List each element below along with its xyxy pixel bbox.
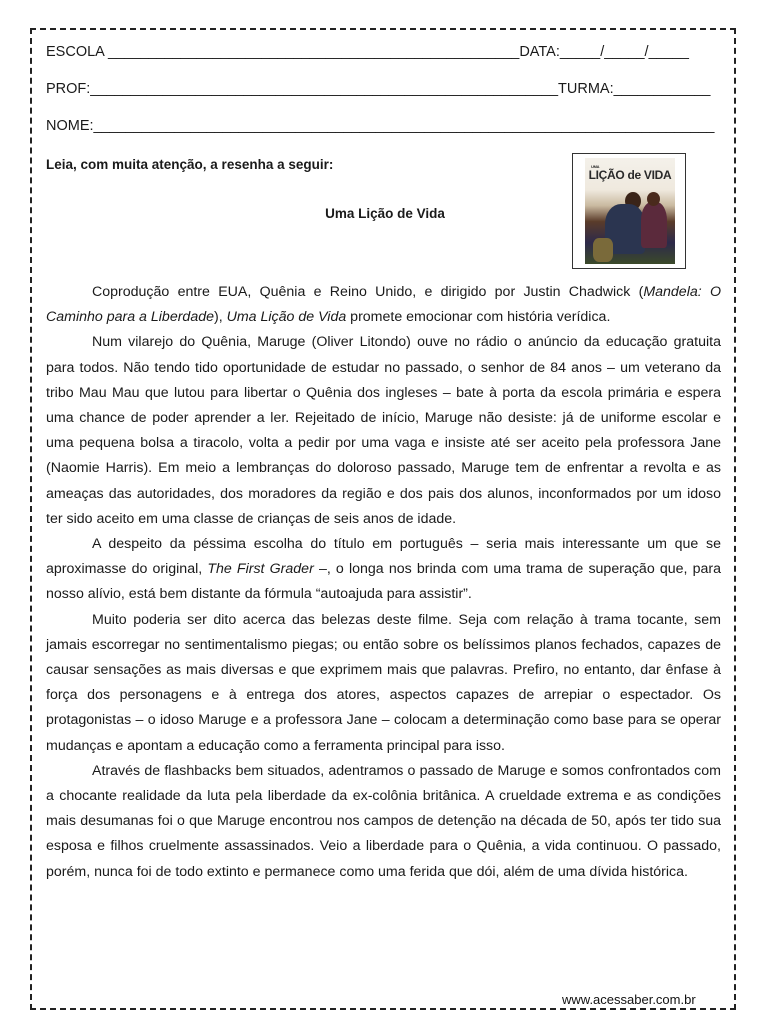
paragraph-3	[46, 532, 721, 608]
poster-title	[585, 164, 675, 182]
poster-figure-head-2	[647, 192, 660, 206]
paragraph-1-italic-mandela: Mandela: O Caminho para a Liberdade	[46, 284, 721, 326]
review-body	[46, 280, 721, 885]
poster-figure-woman	[641, 202, 667, 248]
paragraph-1-text-c: ),	[214, 309, 227, 326]
poster-title-main: LIÇÃO de VIDA	[588, 168, 672, 182]
review-title: Uma Lição de Vida	[325, 206, 445, 221]
paragraph-4: Muito poderia ser dito acerca das belezas deste filme. Seja com relação à trama tocante, sem jamais escorregar no sentimentalismo piegas; ou então sobre os belíssimos planos fechados, capazes de causar sensações as mais diversas e que exprimem mais que palavras. Prefiro, no entanto, dar ênfase à força dos personagens e à entrega dos atores, aspectos capazes de arrepiar o espectador. Os protagonistas – o idoso Maruge e a professora Jane – colocam a determinação como base para se operar mudanças e apontam a educação como a ferramenta principal para isso.	[46, 611, 721, 754]
paragraph-1	[46, 280, 721, 330]
paragraph-5: Através de flashbacks bem situados, adentramos o passado de Maruge e somos confrontados com a chocante realidade da luta pela liberdade da ex-colônia britânica. A crueldade extrema e as condições mais desumanas foi o que Maruge encontrou nos campos de detenção na década de 50, após ter tido sua esposa e filhos cruelmente assassinados. Veio a liberdade para o Quênia, a vida continuou. O passado, porém, nunca foi de todo extinto e permanece como uma ferida que dói, além de uma dívida histórica.	[46, 762, 721, 880]
instruction-text: Leia, com muita atenção, a resenha a seguir:	[46, 157, 334, 172]
movie-poster	[572, 153, 686, 269]
footer-website: www.acessaber.com.br	[562, 992, 696, 1007]
paragraph-1-text-e: promete emocionar com história verídica.	[346, 309, 611, 326]
header-nome-line: NOME:_____________________________________________________________________________	[46, 118, 715, 134]
paragraph-3-text-c: –, o longa nos brinda com uma trama de superação que, para nosso alívio, está bem distante da fórmula “autoajuda para assistir”.	[46, 561, 721, 603]
poster-figure-child	[593, 238, 613, 262]
header-prof-line: PROF:__________________________________________________________TURMA:____________	[46, 81, 711, 97]
paragraph-3-italic-original-title: The First Grader	[207, 561, 314, 578]
paragraph-2: Num vilarejo do Quênia, Maruge (Oliver Litondo) ouve no rádio o anúncio da educação gratuita para todos. Não tendo tido oportunidade de estudar no passado, o senhor de 84 anos – um veterano da tribo Mau Mau que lutou para libertar o Quênia dos ingleses – bate à porta da escola primária e espera uma chance de poder aprender a ler. Rejeitado de início, Maruge não desiste: já de uniforme escolar e uma pequena bolsa a tiracolo, volta a pedir por uma vaga e insiste até ser aceito pela professora Jane (Naomie Harris). Em meio a lembranças do doloroso passado, Maruge tem de enfrentar a revolta e as ameaças das autoridades, dos moradores da região e dos pais dos alunos, inconformados por um idoso ter sido aceito em uma classe de crianças de seis anos de idade.	[46, 334, 721, 527]
paragraph-1-text-a: Coprodução entre EUA, Quênia e Reino Unido, e dirigido por Justin Chadwick (	[92, 284, 644, 300]
header-escola-line: ESCOLA ___________________________________________________DATA:_____/_____/_____	[46, 44, 689, 60]
poster-image	[585, 158, 675, 264]
paragraph-1-italic-title: Uma Lição de Vida	[226, 309, 347, 326]
poster-title-prefix: UMA	[591, 164, 600, 169]
paragraph-3-text-a: A despeito da péssima escolha do título em português – seria mais interessante um que se aproximasse do original,	[46, 536, 721, 578]
